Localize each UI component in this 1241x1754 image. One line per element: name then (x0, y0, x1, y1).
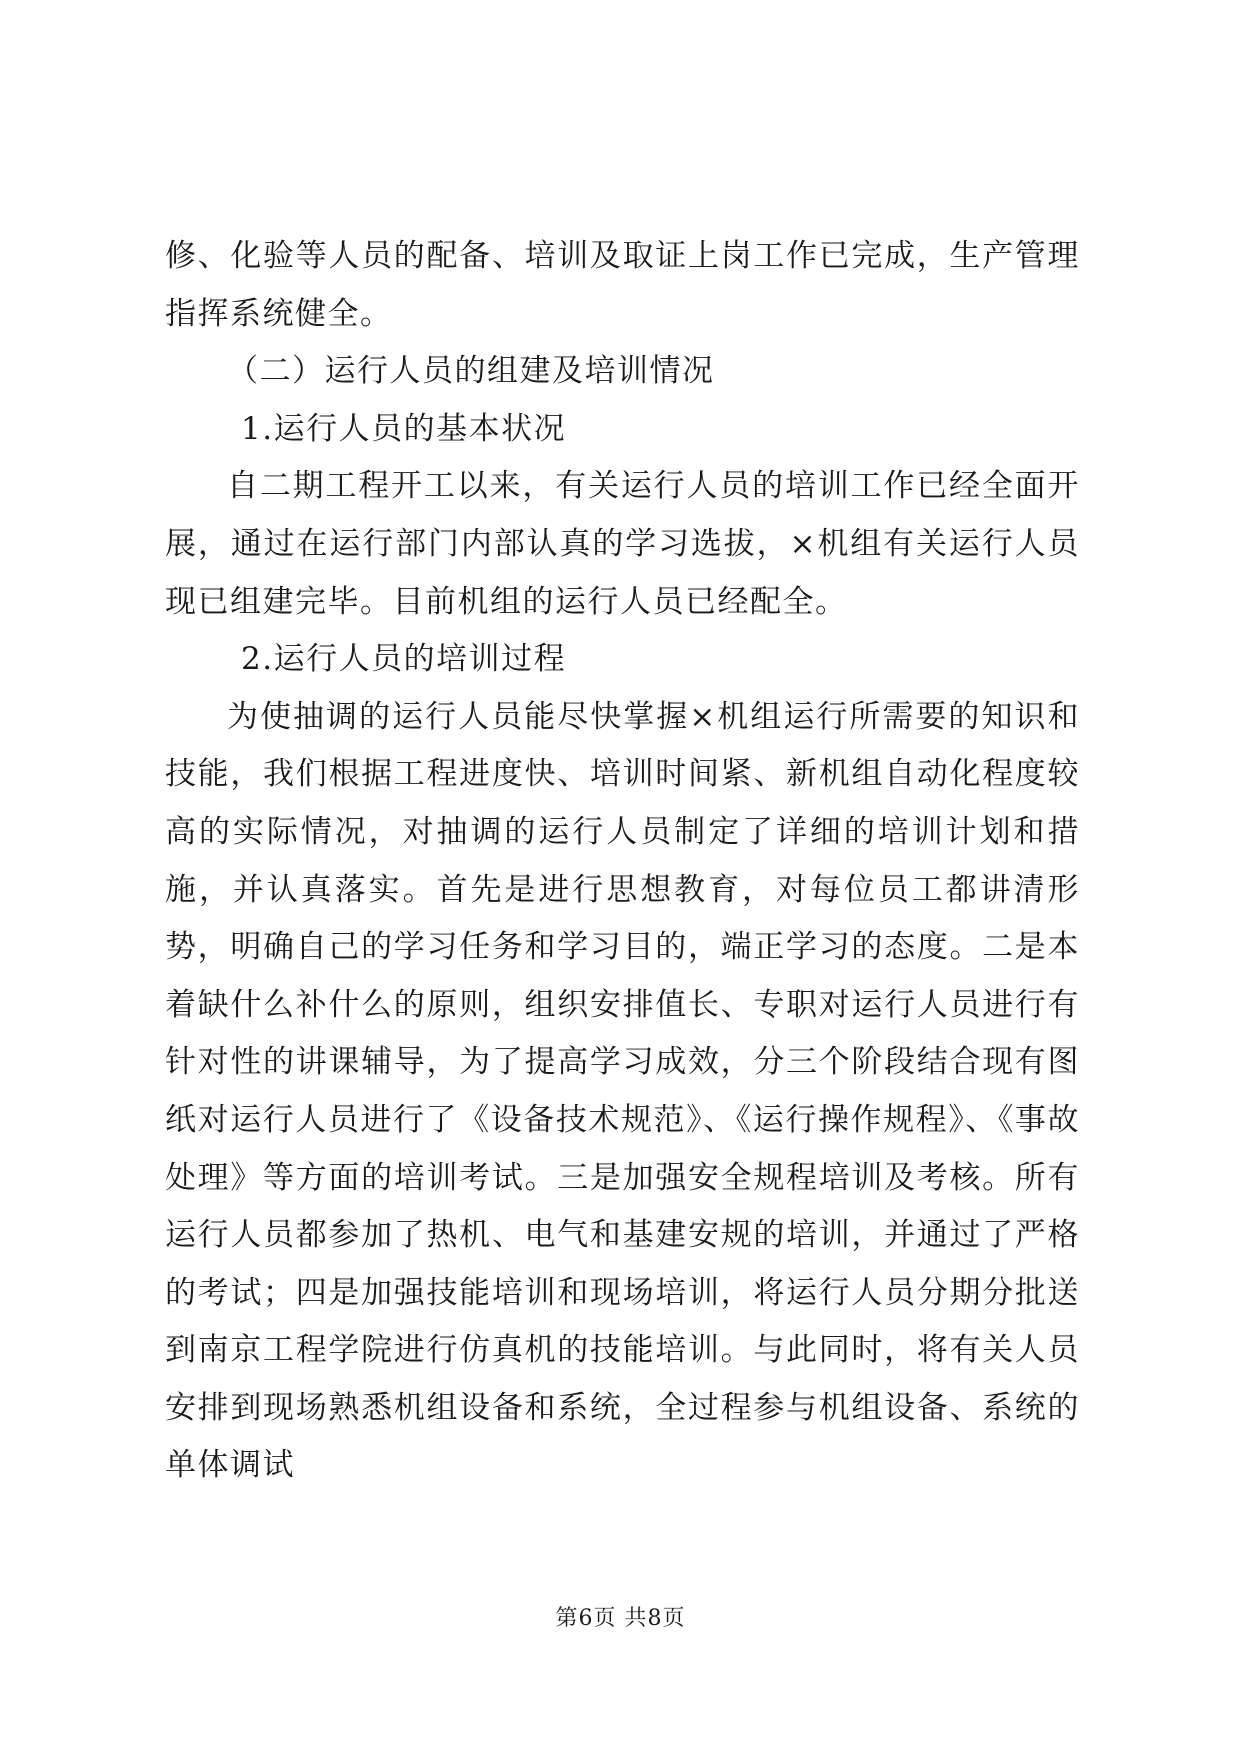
body-text (165, 228, 1080, 1495)
section-heading: （二）运行人员的组建及培训情况 (227, 353, 715, 390)
page-number: 第6页 共8页 (555, 1606, 686, 1631)
paragraph: 自二期工程开工以来，有关运行人员的培训工作已经全面开展，通过在运行部门内部认真的学习选拔，×机组有关运行人员现已组建完毕。目前机组的运行人员已经配全。 (165, 468, 1080, 620)
paragraph-continuation: 修、化验等人员的配备、培训及取证上岗工作已完成，生产管理指挥系统健全。 (165, 238, 1080, 332)
subsection-heading: 2.运行人员的培训过程 (241, 641, 567, 678)
subsection-heading: 1.运行人员的基本状况 (241, 410, 567, 447)
paragraph: 为使抽调的运行人员能尽快掌握×机组运行所需要的知识和技能，我们根据工程进度快、培训时间紧、新机组自动化程度较高的实际情况，对抽调的运行人员制定了详细的培训计划和措施，并认真落实。首先是进行思想教育，对每位员工都讲清形势，明确自己的学习任务和学习目的，端正学习的态度。二是本着缺什么补什么的原则，组织安排值长、专职对运行人员进行有针对性的讲课辅导，为了提高学习成效，分三个阶段结合现有图纸对运行人员进行了《设备技术规范》、《运行操作规程》、《事故处理》等方面的培训考试。三是加强安全规程培训及考核。所有运行人员都参加了热机、电气和基建安规的培训，并通过了严格的考试；四是加强技能培训和现场培训，将运行人员分期分批送到南京工程学院进行仿真机的技能培训。与此同时，将有关人员安排到现场熟悉机组设备和系统，全过程参与机组设备、系统的单体调试 (165, 698, 1080, 1484)
